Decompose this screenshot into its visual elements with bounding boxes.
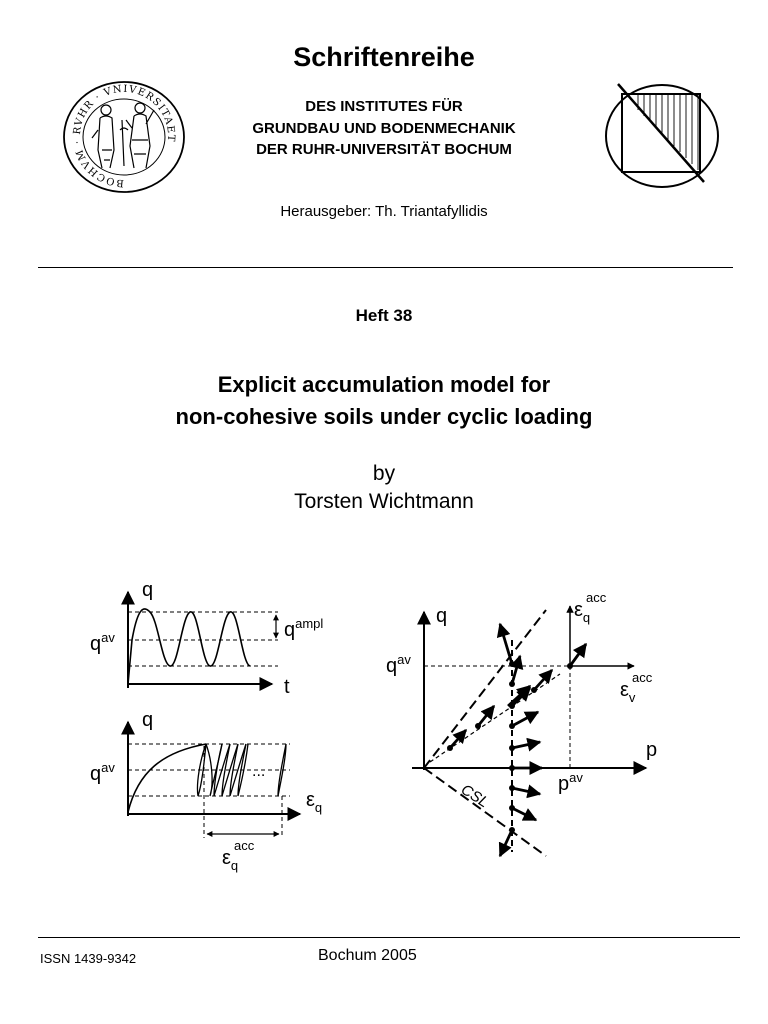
ellipsis: ...	[252, 763, 266, 780]
q-ampl-label: $q^{ampl}$	[284, 616, 324, 641]
q-axis-label: q	[436, 605, 448, 627]
csl-label: CSL	[457, 781, 492, 812]
q-mean-label: $q^{av}$	[90, 630, 115, 655]
q-strain-diagram	[90, 709, 322, 873]
t-axis-label: t	[284, 676, 290, 698]
issue-number: Heft 38	[355, 306, 413, 325]
seal-text: BOCHVM · RVHR · VNIVERSITAET	[71, 83, 177, 189]
institute-line-2: GRUNDBAU UND BODENMECHANIK	[252, 120, 516, 137]
place-year: Bochum 2005	[318, 947, 417, 964]
acc-strain-label: $\varepsilon_qacc$	[222, 838, 255, 873]
strain-axis-label: $\varepsilon_q$	[306, 789, 323, 815]
institute-line-3: DER RUHR-UNIVERSITÄT BOCHUM	[256, 141, 512, 158]
csl-extension-line	[424, 768, 546, 856]
institute-line-1: DES INSTITUTES FÜR	[305, 98, 463, 115]
q-mean-label: $q^{av}$	[386, 652, 411, 677]
by-label: by	[372, 462, 396, 485]
stress-points	[447, 661, 573, 833]
issn: ISSN 1439-9342	[40, 951, 137, 966]
hysteresis-loops	[197, 744, 286, 796]
q-mean-label: $q^{av}$	[90, 760, 115, 785]
eps-q-acc-label: $\varepsilon_qacc$	[574, 590, 607, 625]
cyclic-load-curve	[128, 609, 250, 684]
book-title-line-1: Explicit accumulation model for	[217, 372, 551, 397]
q-axis-label: q	[142, 579, 154, 601]
author-name: Torsten Wichtmann	[294, 490, 474, 513]
q-axis-label: q	[142, 709, 154, 731]
eps-v-acc-label: $\varepsilon_vacc$	[620, 670, 653, 705]
q-time-diagram	[90, 579, 323, 698]
stress-space-diagram	[386, 590, 657, 856]
bottom-divider	[38, 937, 740, 938]
p-axis-label: p	[646, 739, 658, 761]
editor: Herausgeber: Th. Triantafyllidis	[280, 203, 488, 220]
series-title: Schriftenreihe	[293, 42, 475, 72]
flow-vectors	[450, 624, 586, 856]
first-loading-curve	[128, 744, 206, 812]
book-title-line-2: non-cohesive soils under cyclic loading	[175, 404, 593, 429]
p-mean-label: $p^{av}$	[558, 770, 583, 795]
